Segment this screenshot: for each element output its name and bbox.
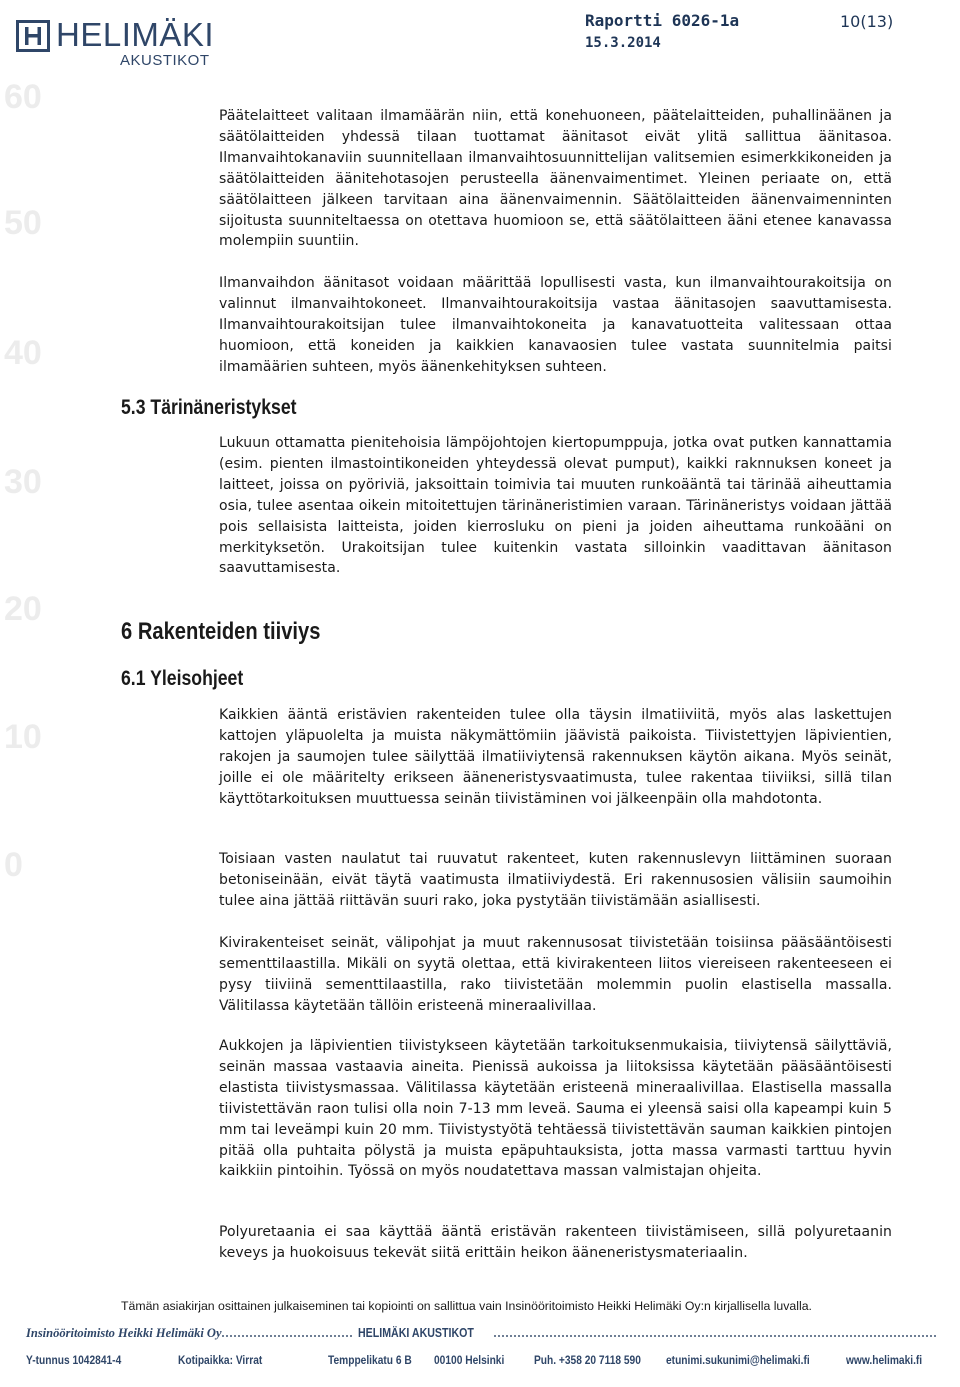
paragraph: Ilmanvaihdon äänitasot voidaan määrittää lopullisesti vasta, kun ilmanvaihtourakoitsija on valinnut ilmanvaihtokoneet. Ilmanvaihtourakoitsija vastaa äänitasojen saavuttamisesta. Ilmanvaihtourakoitsijan tulee ilmanvaihtokoneita ja kanavatuotteita valitessaan ottaa huomioon, että koneiden ja kaikkien kanavaosien tulee vastata suunnitelmia paitsi ilmamäärien suhteen, myös äänenkehityksen suhteen.: [219, 275, 892, 375]
report-title: Raportti 6026-1a: [585, 11, 740, 30]
footer-street: Temppelikatu 6 B: [328, 1353, 412, 1367]
scale-label: 30: [4, 463, 42, 501]
background-scale: [0, 0, 80, 1387]
paragraph: Toisiaan vasten naulatut tai ruuvatut rakenteet, kuten rakennuslevyn liittäminen suoraan betoniseinään, eivät täytä vaatimusta ilmatiiviydestä. Eri rakennusosien välisiin saumoihin tulee aina jättää riittävän suuri rako, joka pystytään tiivistämään asiallisesti.: [219, 851, 892, 909]
paragraph: Päätelaitteet valitaan ilmamäärän niin, että konehuoneen, päätelaitteiden, puhallinäänen ja säätölaitteiden yhdessä tilaan tuottamat äänitasot eivät ylitä sallittua äänitasoa. Ilmanvaihtokanaviin suunnitellaan ilmanvaihtosuunnittelijan valitsemien esimerkkikoneiden ja säätölaitteiden äänitehotasojen perusteella äänenvaimentimet. Yleinen periaate on, että säätölaitteen jälkeen tarvitaan aina äänenvaimennin. Säätölaitteiden äänenvaimenninten sijoitusta suunniteltaessa on otettava huomioon se, että säätölaitteen ääni etenee kanavassa molempiin suuntiin.: [219, 108, 892, 250]
footer-brand: HELIMÄKI AKUSTIKOT: [358, 1326, 474, 1340]
divider: [494, 1335, 936, 1337]
page-number: 10(13): [840, 12, 894, 31]
scale-label: 10: [4, 718, 42, 756]
company-logo: [16, 18, 216, 72]
section-heading: 5.3 Tärinäneristykset: [121, 396, 297, 419]
scale-label: 50: [4, 204, 42, 242]
chapter-heading: 6 Rakenteiden tiiviys: [121, 618, 321, 645]
scale-label: 60: [4, 78, 42, 116]
footer-postal: 00100 Helsinki: [434, 1353, 505, 1367]
paragraph: Lukuun ottamatta pienitehoisia lämpöjohtojen kiertopumppuja, jotka ovat putken kannattamia (esim. pienten ilmastointikoneiden yhteydessä olevat pumput), kaikki raknnuksen koneet ja laitteet, joissa on pyöriviä, jaksoittain toimivia tai muuten runkoääntä tai tärinää aiheuttamia osia, tulee asentaa oikein mitoitettujen tärinäneristimien varaan. Tärinäneristys voidaan jättää pois sellaisista laitteista, joiden kierrosluku on pieni ja joiden aiheuttama runkoääni on merkityksetön. Urakoitsijan tulee kuitenkin vastata silloinkin vaadittavan äänitason saavuttamisesta.: [219, 435, 892, 577]
paragraph: Aukkojen ja läpivientien tiivistykseen käytetään tarkoituksenmukaisia, tiiviytensä säilyttäviä, seinän massaa vastaavia aineita. Pienissä aukoissa ja liitoksissa käytetään pääsääntöisesti elastista tiivistysmassaa. Välitilassa käytetään eristeenä mineraalivillaa. Elastisella massalla tiivistettävän raon tulisi olla noin 7-13 mm leveä. Sauma ei yleensä saisi olla kapeampi kuin 5 mm tai leveämpi kuin 20 mm. Tiivistystyötä tehtäessä tiivistettävän sauman kaikkien pintojen pitää olla puhtaita pölystä ja muista epäpuhtauksista, jotta massa varmasti tarttuu hyvin kaikkiin pintoihin. Työssä on myös noudatettava massan valmistajan ohjeita.: [219, 1038, 892, 1180]
scale-label: 20: [4, 590, 42, 628]
report-date: 15.3.2014: [585, 35, 661, 51]
footer-email[interactable]: etunimi.sukunimi@helimaki.fi: [666, 1353, 810, 1367]
scale-label: 40: [4, 334, 42, 372]
logo-subtitle: AKUSTIKOT: [120, 52, 210, 69]
footer-company: Insinööritoimisto Heikki Helimäki Oy: [26, 1326, 222, 1340]
logo-name: HELIMÄKI: [56, 16, 215, 53]
scale-label: 0: [4, 846, 23, 884]
paragraph: Kivirakenteiset seinät, välipohjat ja muut rakennusosat tiivistetään toisiinsa pääsääntöisesti sementtilaastilla. Mikäli on syytä olettaa, että kivirakenteen liitos viereiseen rakenteeseen ei pysy tiiviinä sementtilaastilla, rako tiivistetään molemmin puolin elastisella massalla. Välitilassa käytetään tällöin eristeenä mineraalivillaa.: [219, 935, 892, 1014]
footer-brand-row: [26, 1326, 936, 1344]
paragraph: Polyuretaania ei saa käyttää ääntä eristävän rakenteen tiivistämiseen, sillä polyuretaanin keveys ja huokoisuus tekevät siitä erittäin heikon ääneneristysmateriaalin.: [219, 1224, 892, 1261]
logo-mark-icon: [16, 20, 50, 52]
divider: [222, 1335, 352, 1337]
paragraph: Kaikkien ääntä eristävien rakenteiden tulee olla täysin ilmatiiviitä, myös alas laskettujen kattojen yläpuolelta ja muista näkymättömiin jäävistä paikoista. Tiivistettyjen läpivientien, rakojen ja saumojen tulee säilyttää ilmatiiviytensä rakennuksen käytön aikana. Myös seinät, joille ei ole määritelty erikseen ääneneristysvaatimusta, tulee rakentaa tiiviiksi, sillä tilan käyttötarkoituksen muuttuessa seinän tiivistäminen voi jälkeenpäin olla mahdotonta.: [219, 707, 892, 807]
footer-home-city: Kotipaikka: Virrat: [178, 1353, 263, 1367]
copyright-note: Tämän asiakirjan osittainen julkaiseminen tai kopiointi on sallittua vain Insinööritoimisto Heikki Helimäki Oy:n kirjallisella luvalla.: [121, 1299, 812, 1313]
footer-website[interactable]: www.helimaki.fi: [846, 1353, 923, 1367]
footer-phone: Puh. +358 20 7118 590: [534, 1353, 641, 1367]
section-heading: 6.1 Yleisohjeet: [121, 667, 244, 690]
footer-business-id: Y-tunnus 1042841-4: [26, 1353, 122, 1367]
